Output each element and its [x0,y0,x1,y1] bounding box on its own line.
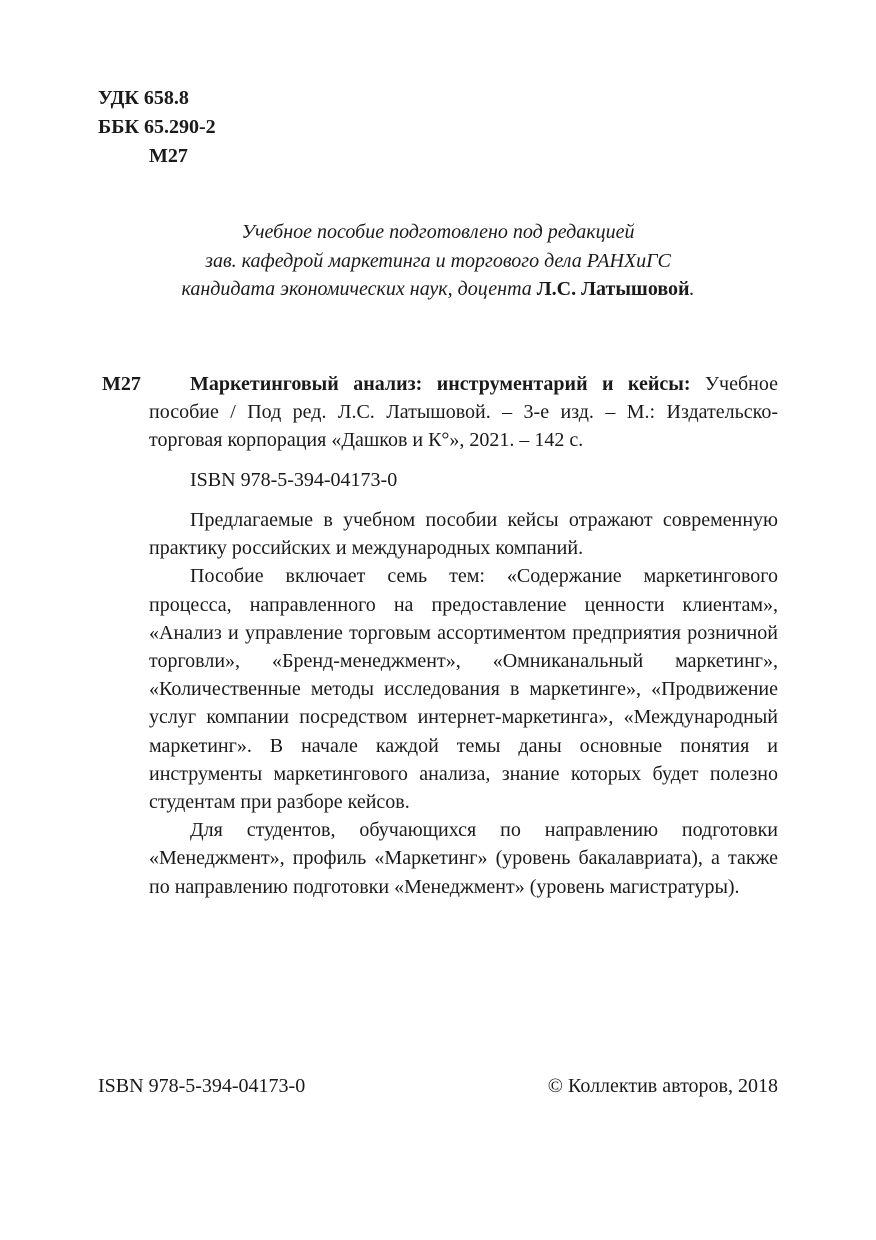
catalog-description [149,370,778,454]
editor-note [98,218,778,304]
udk-code: УДК 658.8 [98,87,189,109]
editor-note-line-1: Учебное пособие подготовлено под редакцией [241,221,635,243]
editor-note-line-2: зав. кафедрой маркетинга и торгового дела РАНХиГС [205,249,671,272]
classification-codes [98,84,216,171]
catalog-author-mark: М27 [102,373,141,395]
book-title: Маркетинговый анализ: инструментарий и кейсы: [190,373,691,395]
annotation-paragraph: Для студентов, обучающихся по направлению подготовки «Менеджмент», профиль «Маркетинг» (уровень бакалавриата), а также по направлению подготовки «Менеджмент» (уровень магистратуры). [149,819,778,898]
bbk-code: ББК 65.290-2 [98,116,216,138]
editor-note-line-3-suffix: . [689,278,695,300]
book-publication-info: Учебное пособие / Под ред. Л.С. Латышовой. – 3-е изд. – М.: Издательско-торговая корпорация «Дашков и К°», 2021. – 142 с. [149,373,778,451]
copyright-notice: © Коллектив авторов, 2018 [547,1075,778,1097]
editor-note-line-3 [98,275,778,304]
page-footer [98,1072,778,1102]
author-mark: М27 [149,145,188,167]
annotation [149,506,778,901]
annotation-paragraph: Пособие включает семь тем: «Содержание маркетингового процесса, направленного на предоставление ценности клиентам», «Анализ и управление торговым ассортиментом предприятия розничной торговли», «Бренд-менеджмент», «Омниканальный маркетинг», «Количественные методы исследования в маркетинге», «Продвижение услуг компании посредством интернет-маркетинга», «Международный маркетинг». В начале каждой темы даны основные понятия и инструменты маркетингового анализа, знание которых будет полезно студентам при разборе кейсов. [149,565,778,814]
editor-name: Л.С. Латышовой [536,278,690,300]
editor-note-line-3-prefix: кандидата экономических наук, доцента [181,278,537,300]
footer-isbn: ISBN 978-5-394-04173-0 [98,1075,306,1097]
annotation-paragraph: Предлагаемые в учебном пособии кейсы отражают современную практику российских и международных компаний. [149,509,778,560]
catalog-isbn: ISBN 978-5-394-04173-0 [190,469,398,491]
